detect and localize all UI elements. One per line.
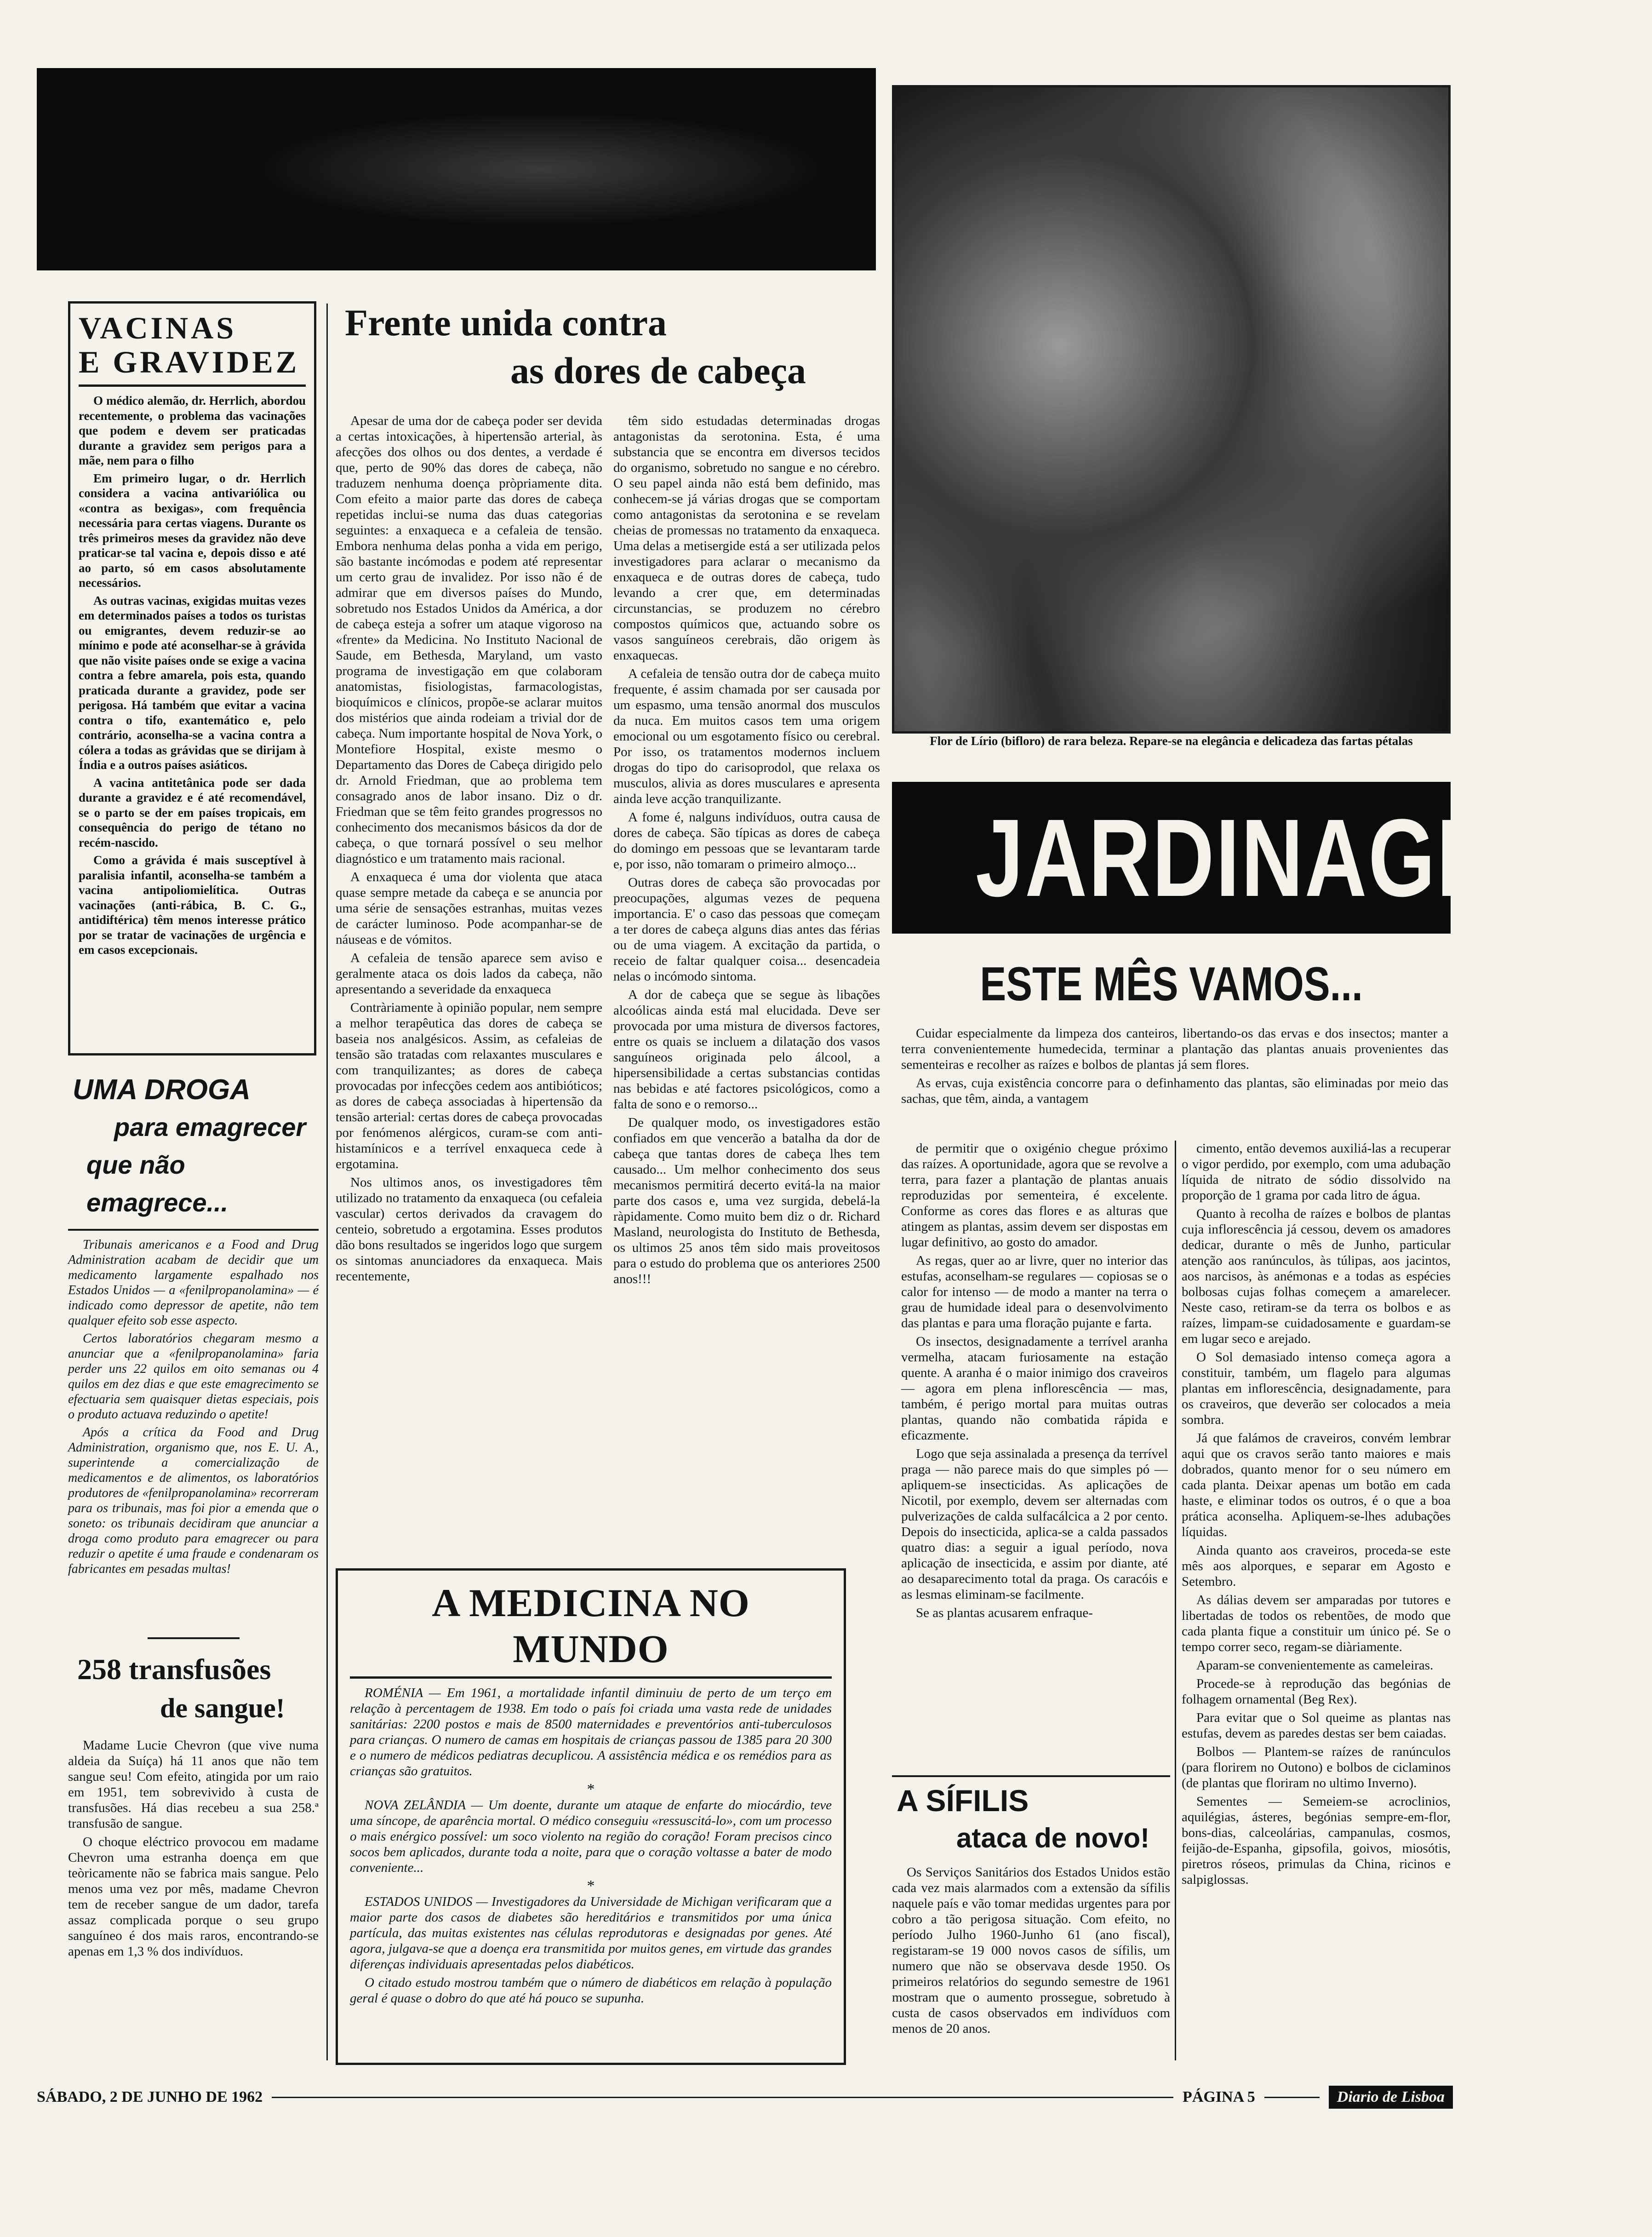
- frente-paragraph: A cefaleia de tensão aparece sem aviso e geralmente ataca os dois lados da cabeça, não apresentando a severidade da enxaqueca: [336, 951, 602, 997]
- frente-paragraph: Contràriamente à opinião popular, nem sempre a melhor terapêutica das dores de cabeça se baseia nos analgésicos. Assim, as cefaleias de tensão são tratadas com relaxantes musculares e com tranquilizantes; as dores de cabeça provocadas por infecções cedem aos antibióticos; as dores de cabeça associadas à hipertensão da tensão arterial: certas dores de cabeça provocadas por fenómenos alérgicos, curam-se com anti-histamínicos e a terrível enxaqueca cede à ergotamina.: [336, 1000, 602, 1171]
- jardinagem-column-2: [1182, 1141, 1451, 2060]
- jardinagem-paragraph: Aparam-se convenientemente as cameleiras.: [1196, 1658, 1434, 1673]
- jardinagem-paragraph: Ainda quanto aos craveiros, proceda-se este mês aos alporques, e separar em Agosto e Setembro.: [1182, 1543, 1451, 1589]
- medicina-title: A MEDICINA NO MUNDO: [432, 1581, 750, 1671]
- medicina-item: ROMÉNIA — Em 1961, a mortalidade infantil diminuiu de perto de um terço em relação à percentagem de 1938. Em todo o país foi criada uma vasta rede de unidades sanitárias: 2200 postos e mais de 8500 maternidades e preventórios anti-tuberculosos para crianças. O numero de camas em hospitais de crianças passou de 1385 para 20 300 e o numero de médicos pediatras decuplicou. A assistência médica e os remédios para as crianças são gratuitos.: [350, 1686, 832, 1778]
- jardinagem-title: JARDINAGEM: [975, 796, 1569, 919]
- lily-photo-frame: [892, 85, 1451, 734]
- jardinagem-banner: [892, 782, 1569, 934]
- footer-page: PÁGINA 5: [1183, 2088, 1255, 2105]
- frente-column-2: [613, 413, 880, 1540]
- vacinas-paragraph: As outras vacinas, exigidas muitas vezes em determinados países a todos os turistas ou emigrantes, devem reduzir-se ao mínimo e pode até aconselhar-se à grávida que não visite países onde se exige a vacina contra a febre amarela, pois esta, quando praticada durante a gravidez, pode ser perigosa. Há também que evitar a vacina contra o tifo, exantemático e, pelo contrário, aconselha-se a vacina contra a cólera a todas as grávidas que se dirijam à Índia e a outros países asiáticos.: [79, 593, 306, 772]
- droga-title: [68, 1072, 319, 1222]
- jardinagem-intro: [901, 1026, 1448, 1141]
- droga-title-line3: que não emagrece...: [86, 1150, 229, 1217]
- vacinas-title-line1: VACINAS: [79, 310, 237, 345]
- jardinagem-paragraph: Cuidar especialmente da limpeza dos canteiros, libertando-os das ervas e dos insectos; manter a terra convenientemente humedecida, terminar a plantação das plantas anuais provenientes das sementeiras e recolher as raízes e bolbos de plantas já sem flores.: [901, 1026, 1448, 1072]
- jardinagem-paragraph: Procede-se à reprodução das begónias de folhagem ornamental (Beg Rex).: [1182, 1676, 1451, 1707]
- vacinas-paragraph: Como a grávida é mais susceptível à paralisia infantil, aconselha-se também a vacina antipoliomielítica. Outras vacinações (anti-rábica, B. C. G., antidiftérica) têm menos interesse prático por se tratar de vacinações de urgência e em casos excepcionais.: [79, 853, 306, 957]
- footer: [37, 2079, 1453, 2116]
- photo-caption-rest: Repare-se na elegância e delicadeza das fartas pétalas: [1129, 734, 1413, 748]
- jardinagem-paragraph: Bolbos — Plantem-se raízes de ranúnculos (para florirem no Outono) e bolbos de ciclaminos (de plantas que floriram no ultimo Inverno).: [1182, 1744, 1451, 1790]
- jardinagem-paragraph: Logo que seja assinalada a presença da terrível praga — não parece mais do que simples pó — apliquem-se insecticidas. As aplicações de Nicotil, por exemplo, devem ser alternadas com pulverizações de calda sulfacálcica a 2 por cento. Depois do insecticida, aplica-se a calda passados quatro dias: a seguir a igual período, nova aplicação de insecticida, e assim por diante, até ao desaparecimento total da praga. Os caracóis e as lesmas eliminam-se facilmente.: [901, 1446, 1168, 1602]
- frente-paragraph: Outras dores de cabeça são provocadas por preocupações, algumas vezes de pequena importancia. E' o caso das pessoas que começam a ter dores de cabeça alguns dias antes das férias ou de uma viagem. A excitação da partida, o receio de faltar qualquer coisa... desencadeia nelas o incómodo sintoma.: [613, 875, 880, 984]
- medicina-item: O citado estudo mostrou também que o número de diabéticos em relação à população geral é quase o dobro do que até há pouco se supunha.: [350, 1975, 832, 2006]
- jardinagem-paragraph: Quanto à recolha de raízes e bolbos de plantas cuja inflorescência já cessou, devem os amadores dedicar, durante o mês de Junho, particular atenção aos ranúnculos, às túlipas, aos jacintos, aos narcisos, às anémonas e a todas as espécies bolbosas cujas folhas começem a amarelecer. Neste caso, retiram-se da terra os bolbos e as raízes, limpam-se cuidadosamente e guardam-se em lugar seco e arejado.: [1182, 1206, 1451, 1346]
- vacinas-body: [79, 393, 306, 958]
- frente-paragraph: A enxaqueca é uma dor violenta que ataca quase sempre metade da cabeça e se anuncia por uma série de sensações estranhas, muitas vezes de carácter luminoso. Pode acompanhar-se de náuseas e de vómitos.: [336, 870, 602, 947]
- frente-paragraph: A dor de cabeça que se segue às libações alcoólicas ainda está mal elucidada. Deve ser provocada por uma mistura de diversos factores, entre os quais se incluem a dilatação dos vasos sanguíneos originada pelo álcool, a hipersensibilidade a certas substancias contidas nas bebidas e até factores psicológicos, como a falta de sono e o remorso...: [613, 987, 880, 1112]
- jardinagem-paragraph: Se as plantas acusarem enfraque-: [916, 1606, 1093, 1620]
- frente-paragraph: têm sido estudadas determinadas drogas antagonistas da serotonina. Esta, é uma substancia que se encontra em diversos tecidos do organismo, sobretudo no sangue e no cérebro. O seu papel ainda não está bem definido, mas conhecem-se já várias drogas que se comportam como antagonistas da serotonina e se revelam cheias de promessas no tratamento da enxaqueca. Uma delas a metisergide está a ser utilizada pelos investigadores para aclarar o mecanismo da enxaqueca e de outras dores de cabeça, tudo levando a crer que, em determinadas circunstancias, se produzem no cérebro compostos químicos que, actuando sobre os vasos sanguíneos cerebrais, dão origem às enxaquecas.: [613, 413, 880, 663]
- droga-body: [68, 1237, 319, 1577]
- vacinas-paragraph: A vacina antitetânica pode ser dada durante a gravidez e é até recomendável, se o parto se der em países tropicais, em consequência do perigo de tétano no recém-nascido.: [79, 775, 306, 849]
- transfusoes-body: [68, 1738, 319, 1959]
- column-rule: [326, 304, 328, 2060]
- photo-caption: [892, 734, 1451, 770]
- medicina-separator: *: [587, 1781, 595, 1798]
- sifilis-article: [892, 1775, 1170, 2065]
- jardinagem-paragraph: Já que falámos de craveiros, convém lembrar aqui que os cravos serão tanto maiores e mais dobrados, quanto menor for o seu número em cada planta. Deixar apenas um botão em cada haste, e eliminar todos os outros, é o que a boa prática aconselha. Apliquem-se-lhes adubações líquidas.: [1182, 1431, 1451, 1539]
- footer-rule: [272, 2097, 1173, 2098]
- jardinagem-column-1: [901, 1141, 1168, 1771]
- droga-paragraph: Certos laboratórios chegaram mesmo a anunciar que a «fenilpropanolamina» faria perder uns 22 quilos em oito semanas ou 4 quilos em dez dias e que este emagrecimento se efectuaria sem quaisquer dietas especiais, pois o produto actuava reduzindo o apetite!: [68, 1331, 319, 1422]
- jardinagem-paragraph: As ervas, cuja existência concorre para o definhamento das plantas, são eliminadas por meio das sachas, que têm, ainda, a vantagem: [901, 1076, 1448, 1106]
- column-rule: [1175, 1141, 1176, 2060]
- jardinagem-paragraph: de permitir que o oxigénio chegue próximo das raízes. A oportunidade, agora que se revolve a terra, para fazer a plantação de plantas anuais reproduzidas por sementeira, é excelente. Conforme as cores das flores e as alturas que atingem as plantas, assim devem ser dispostas em lugar definitivo, ao gosto do amador.: [901, 1141, 1168, 1250]
- frente-title-line2: as dores de cabeça: [510, 350, 806, 391]
- footer-rule: [1264, 2097, 1320, 2098]
- jardinagem-paragraph: As regas, quer ao ar livre, quer no interior das estufas, aconselham-se regulares — copiosas se o calor for intenso — de modo a manter na terra o grau de humidade ideal para o desenvolvimento das plantas e para uma floração pujante e farta.: [901, 1253, 1168, 1331]
- frente-paragraph: A fome é, nalguns indivíduos, outra causa de dores de cabeça. São típicas as dores de cabeça do domingo em pessoas que se levantaram tarde e, por isso, não tomaram o primeiro almoço...: [613, 810, 880, 872]
- frente-article: [336, 299, 883, 1541]
- sifilis-title-line2: ataca de novo!: [956, 1823, 1150, 1853]
- jardinagem-paragraph: O Sol demasiado intenso começa agora a constituir, também, um flagelo para algumas plantas em inflorescência, designadamente, para os craveiros, que deverão ser colocados a meia sombra.: [1182, 1350, 1451, 1427]
- top-banner-image: [37, 68, 876, 270]
- medicina-box: [336, 1568, 846, 2065]
- frente-paragraph: De qualquer modo, os investigadores estão confiados em que vencerão a batalha da dor de cabeça que tantas dores de cabeça lhes tem causado... Um melhor conhecimento dos seus mecanismos permitirá decerto evitá-la na maior parte dos casos e, uma vez surgida, debelá-la ràpidamente. Como muito bem diz o dr. Richard Masland, neurologista do Instituto de Bethesda, os ultimos 25 anos têm sido mais proveitosos para o estudo do problema que os anteriores 2500 anos!!!: [613, 1115, 880, 1286]
- droga-title-line1: UMA DROGA: [73, 1074, 251, 1106]
- droga-paragraph: Tribunais americanos e a Food and Drug Administration acabam de decidir que um medicamento largamente espalhado nos Estados Unidos — a «fenilpropanolamina» — é indicado como depressor de apetite, não tem qualquer efeito sob esse aspecto.: [68, 1238, 319, 1328]
- transfusoes-title: [68, 1650, 319, 1727]
- frente-paragraph: A cefaleia de tensão outra dor de cabeça muito frequente, é assim chamada por ser causada por um espasmo, uma tensão anormal dos musculos da nuca. Em muitos casos tem uma origem emocional ou um esgotamento físico ou cerebral. Por isso, os tratamentos modernos incluem drogas do tipo do carisoprodol, que relaxa os musculos, alivia as dores musculares e apresenta ainda leve acção tranquilizante.: [613, 666, 880, 806]
- photo-caption-bold: Flor de Lírio (bifloro) de rara beleza.: [930, 734, 1126, 748]
- frente-column-1: [336, 413, 602, 1540]
- transfusoes-paragraph: O choque eléctrico provocou em madame Chevron uma estranha doença em que teòricamente não se fabrica mais sangue. Pelo menos uma vez por mês, madame Chevron tem de receber sangue de um dador, tarefa assaz complicada porque o seu grupo sanguíneo é dos mais raros, encontrando-se apenas em 1,3 % dos indivíduos.: [68, 1835, 319, 1959]
- sifilis-body: [892, 1864, 1170, 2036]
- sifilis-title: [892, 1782, 1170, 1857]
- transfusoes-article: [68, 1637, 319, 2065]
- frente-paragraph: Apesar de uma dor de cabeça poder ser devida a certas intoxicações, à hipertensão arterial, às afecções dos olhos ou dos dentes, a verdade é que, perto de 90% das dores de cabeça, não traduzem nenhuma doença pròpriamente dita. Com efeito a maior parte das dores de cabeça repetidas inclui-se numa das duas categorias seguintes: a enxaqueca e a cefaleia de tensão. Embora nenhuma delas ponha a vida em perigo, são bastante incómodas e podem até representar um certo grau de invalidez. Por isso não é de admirar que em diversos países do Mundo, sobretudo nos Estados Unidos da América, a dor de cabeça esteja a sofrer um ataque vigoroso na «frente» da Medicina. No Instituto Nacional de Saude, em Bethesda, Maryland, um vasto programa de investigação em que colaboram anatomistas, fisiologistas, farmacologistas, bioquímicos e clínicos, propõe-se aclarar muitos dos mistérios que ainda rodeiam a trivial dor de cabeça. Num importante hospital de Nova York, o Montefiore Hospital, existe mesmo o Departamento das Dores de Cabeça dirigido pelo dr. Arnold Friedman, que ao problema tem consagrado anos de labor insano. Diz o dr. Friedman que se têm feito grandes progressos no conhecimento dos mecanismos básicos da dor de cabeça, o que tornará possível o seu melhor diagnóstico e um tratamento mais racional.: [336, 413, 602, 866]
- footer-date: SÁBADO, 2 DE JUNHO DE 1962: [37, 2088, 263, 2105]
- jardinagem-paragraph: Sementes — Semeiem-se acroclinios, aquilégias, ásteres, begónias sempre-em-flor, bons-dias, calceolárias, campanulas, cosmos, feijão-de-Espanha, gipsofila, goivos, miosótis, piretros róseos, primulas da China, ricinos e salpiglossas.: [1182, 1794, 1451, 1887]
- jardinagem-paragraph: Os insectos, designadamente a terrível aranha vermelha, atacam furiosamente na estação quente. A aranha é o maior inimigo dos craveiros — agora em plena inflorescência — mas, também, é perigo mortal para muitas outras plantas, quando não combatida rápida e eficazmente.: [901, 1334, 1168, 1443]
- vacinas-paragraph: O médico alemão, dr. Herrlich, abordou recentemente, o problema das vacinações que podem e devem ser praticadas durante a gravidez sem perigos para a mãe, nem para o filho: [79, 394, 306, 467]
- transfusoes-paragraph: Madame Lucie Chevron (que vive numa aldeia da Suíça) há 11 anos que não tem sangue seu! Com efeito, atingida por um raio em 1951, tem sobrevivido à custa de transfusões. Há dias recebeu a sua 258.ª transfusão de sangue.: [68, 1738, 319, 1831]
- lily-photo: [894, 87, 1448, 731]
- jardinagem-subtitle-text: ESTE MÊS VAMOS...: [980, 958, 1363, 1011]
- medicina-body: [350, 1685, 832, 2006]
- jardinagem-paragraph: cimento, então devemos auxiliá-las a recuperar o vigor perdido, por exemplo, com uma adubação líquida de nitrato de sódio dissolvido na proporção de 1 grama por cada litro de água.: [1182, 1141, 1451, 1203]
- jardinagem-paragraph: As dálias devem ser amparadas por tutores e libertadas de todos os rebentões, de modo que cada planta fique a constituir um único pé. Se o tempo correr seco, regam-se diàriamente.: [1182, 1593, 1451, 1654]
- vacinas-title-line2: E GRAVIDEZ: [79, 344, 300, 379]
- sifilis-title-line1: A SÍFILIS: [897, 1784, 1029, 1818]
- frente-title-line1: Frente unida contra: [345, 302, 667, 344]
- vacinas-paragraph: Em primeiro lugar, o dr. Herrlich considera a vacina antivariólica ou «contra as bexigas», com frequência necessária para certas viagens. Durante os três primeiros meses da gravidez não deve praticar-se tal vacina e, depois disso e até ao parto, só em casos absolutamente necessários.: [79, 471, 306, 590]
- frente-paragraph: Nos ultimos anos, os investigadores têm utilizado no tratamento da enxaqueca (ou cefaleia vascular) certos derivados da cravagem do centeio, sobretudo a ergotamina. Esses produtos dão bons resultados se ingeridos logo que surgem os sintomas anunciadores da enxaqueca. Mais recentemente,: [336, 1175, 602, 1284]
- transfusoes-title-line1: 258 transfusões: [77, 1653, 271, 1686]
- medicina-item: ESTADOS UNIDOS — Investigadores da Universidade de Michigan verificaram que a maior parte dos casos de diabetes são hereditários e transmitidos por uma única partícula, das muitas existentes nas células reprodutoras e designadas por genes. Até agora, julgava-se que a doença era transmitida por muitos genes, em virtude das grandes diferenças individuais apresentadas pelos diabéticos.: [350, 1894, 832, 1972]
- droga-paragraph: Após a crítica da Food and Drug Administration, organismo que, nos E. U. A., superintende a comercialização de medicamentos e de alimentos, os laboratórios produtores de «fenilpropanolamina» recorreram para os tribunais, mas foi pior a emenda que o soneto: os tribunais decidiram que anunciar a droga como produto para emagrecer ou para reduzir o apetite é uma fraude e condenaram os fabricantes em pesadas multas!: [68, 1425, 319, 1576]
- jardinagem-subtitle: [892, 957, 1451, 1012]
- medicina-separator: *: [587, 1877, 595, 1894]
- vacinas-box: [68, 301, 316, 1055]
- droga-article: [68, 1072, 319, 1623]
- sifilis-paragraph: Os Serviços Sanitários dos Estados Unidos estão cada vez mais alarmados com a extensão da sífilis naquele país e vão tomar medidas urgentes para por cobro a tão perigosa situação. Com efeito, no período Julho 1960-Junho 61 (ano fiscal), registaram-se 19 000 novos casos de sífilis, um numero que não se observava desde 1950. Os primeiros relatórios do segundo semestre de 1961 mostram que o aumento prossegue, sobretudo à custa de casos observados em indivíduos com menos de 20 anos.: [892, 1865, 1170, 2036]
- medicina-item: NOVA ZELÂNDIA — Um doente, durante um ataque de enfarte do miocárdio, teve uma síncope, de aparência mortal. O médico conseguiu «ressuscitá-lo», com um processo o mais enérgico possível: um soco violento na região do coração! Foram precisos cinco socos bem aplicados, durante toda a noite, para que o coração voltasse a bater de modo conveniente...: [350, 1798, 832, 1875]
- frente-title: [336, 299, 883, 395]
- vacinas-title: [79, 311, 306, 379]
- droga-title-line2: para emagrecer: [114, 1113, 306, 1141]
- footer-masthead: Diario de Lisboa: [1329, 2086, 1453, 2109]
- jardinagem-paragraph: Para evitar que o Sol queime as plantas nas estufas, devem as paredes destas ser bem caiadas.: [1182, 1710, 1451, 1741]
- transfusoes-title-line2: de sangue!: [160, 1693, 285, 1723]
